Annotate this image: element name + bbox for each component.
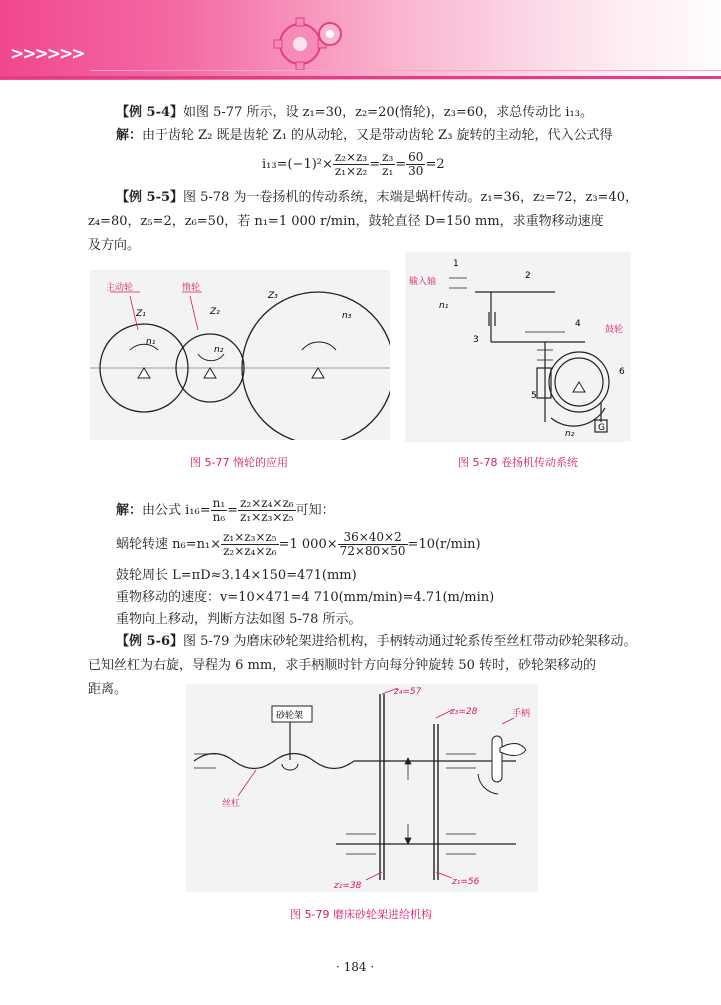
label-n2: n₂ xyxy=(565,429,575,439)
solution-5-5-worm-speed: 蜗轮转速 n₆=n₁× $\frac{\text{z₁×z₃×z₅}}{\text{z₂×z₄×z₆}}$ =1 000× $\frac{36\times 40\times 2}{72\times 80\times 50}$ =10(r/min) xyxy=(116,530,481,558)
label-part-4: 4 xyxy=(575,319,581,329)
label-lead-screw: 丝杠 xyxy=(222,799,241,809)
example-5-5-line1: 【例 5-5】图 5-78 为一卷扬机的传动系统，末端是蜗杆传动。z₁=36，z₂=72，z₃=40， xyxy=(116,190,638,205)
label-part-1: 1 xyxy=(453,259,459,269)
label-z1: Z₁ xyxy=(136,309,146,319)
label-input-shaft: 输入轴 xyxy=(409,277,437,287)
example-5-5-line2: z₄=80，z₅=2，z₆=50，若 n₁=1 000 r/min，鼓轮直径 D=150 mm，求重物移动速度 xyxy=(88,214,604,229)
example-5-6-line2: 已知丝杠为右旋，导程为 6 mm，求手柄顺时针方向每分钟旋转 50 转时，砂轮架移动的 xyxy=(88,658,596,673)
figure-5-78 xyxy=(405,252,631,442)
label-n3: n₃ xyxy=(342,311,352,321)
label-idle-gear: 惰轮 xyxy=(182,283,201,293)
gear-icon xyxy=(270,14,350,72)
example-5-6-line1: 【例 5-6】图 5-79 为磨床砂轮架进给机构，手柄转动通过轮系传至丝杠带动砂轮架移动。 xyxy=(116,634,637,649)
label-z3: z₃=28 xyxy=(450,707,478,717)
label-n2: n₂ xyxy=(214,345,224,355)
label-z4: z₄=57 xyxy=(394,687,422,697)
label-z3: Z₃ xyxy=(268,291,278,301)
solution-5-5-velocity: 重物移动的速度：v=10×471=4 710(mm/min)=4.71(m/min) xyxy=(116,590,495,605)
example-5-4-solution: 解：由于齿轮 Z₂ 既是齿轮 Z₁ 的从动轮，又是带动齿轮 Z₃ 旋转的主动轮，代入公式得 xyxy=(116,128,613,143)
example-5-6-line3: 距离。 xyxy=(88,682,128,697)
figure-5-79 xyxy=(186,684,538,892)
figure-5-77 xyxy=(90,270,390,440)
label-weight: G xyxy=(598,423,605,433)
figure-5-78-caption: 图 5-78 卷扬机传动系统 xyxy=(458,456,578,469)
label-part-2: 2 xyxy=(525,271,531,281)
example-5-4-formula: i₁₃=(−1)²× $\frac{\text{z₂×z₃}}{\text{z₁×z₂}}$ = $\frac{\text{z₃}}{\text{z₁}}$ = $\frac{60}{30}$ =2 xyxy=(262,150,445,178)
label-wheel-head: 砂轮架 xyxy=(276,711,304,721)
solution-5-5-formula: 解：由公式 i₁₆= $\frac{\text{n₁}}{\text{n₆}}$ = $\frac{\text{z₂×z₄×z₆}}{\text{z₁×z₃×z₅}}$ 可知： xyxy=(116,496,335,524)
page-header xyxy=(0,0,721,80)
example-5-5-line3: 及方向。 xyxy=(88,238,141,253)
label-drive-gear: 主动轮 xyxy=(106,283,134,293)
label-z2: z₂=38 xyxy=(334,881,362,891)
chevron-decoration: >>>>>> xyxy=(10,44,84,64)
label-part-5: 5 xyxy=(531,391,537,401)
figure-5-77-caption: 图 5-77 惰轮的应用 xyxy=(190,456,288,469)
label-n1: n₁ xyxy=(146,337,156,347)
solution-5-5-direction: 重物向上移动，判断方法如图 5-78 所示。 xyxy=(116,612,362,627)
example-5-4-question: 【例 5-4】如图 5-77 所示，设 z₁=30，z₂=20(惰轮)，z₃=60，求总传动比 i₁₃。 xyxy=(116,105,593,120)
label-z2: Z₂ xyxy=(210,307,220,317)
label-z1: z₁=56 xyxy=(452,877,480,887)
figure-5-79-caption: 图 5-79 磨床砂轮架进给机构 xyxy=(290,908,432,921)
label-n1: n₁ xyxy=(439,301,449,311)
label-handle: 手柄 xyxy=(512,709,531,719)
solution-5-5-drum: 鼓轮周长 L=πD≈3.14×150=471(mm) xyxy=(116,568,357,583)
page-number: · 184 · xyxy=(336,960,375,974)
label-part-6: 6 xyxy=(619,367,625,377)
label-part-3: 3 xyxy=(473,335,479,345)
label-drum: 鼓轮 xyxy=(605,325,624,335)
